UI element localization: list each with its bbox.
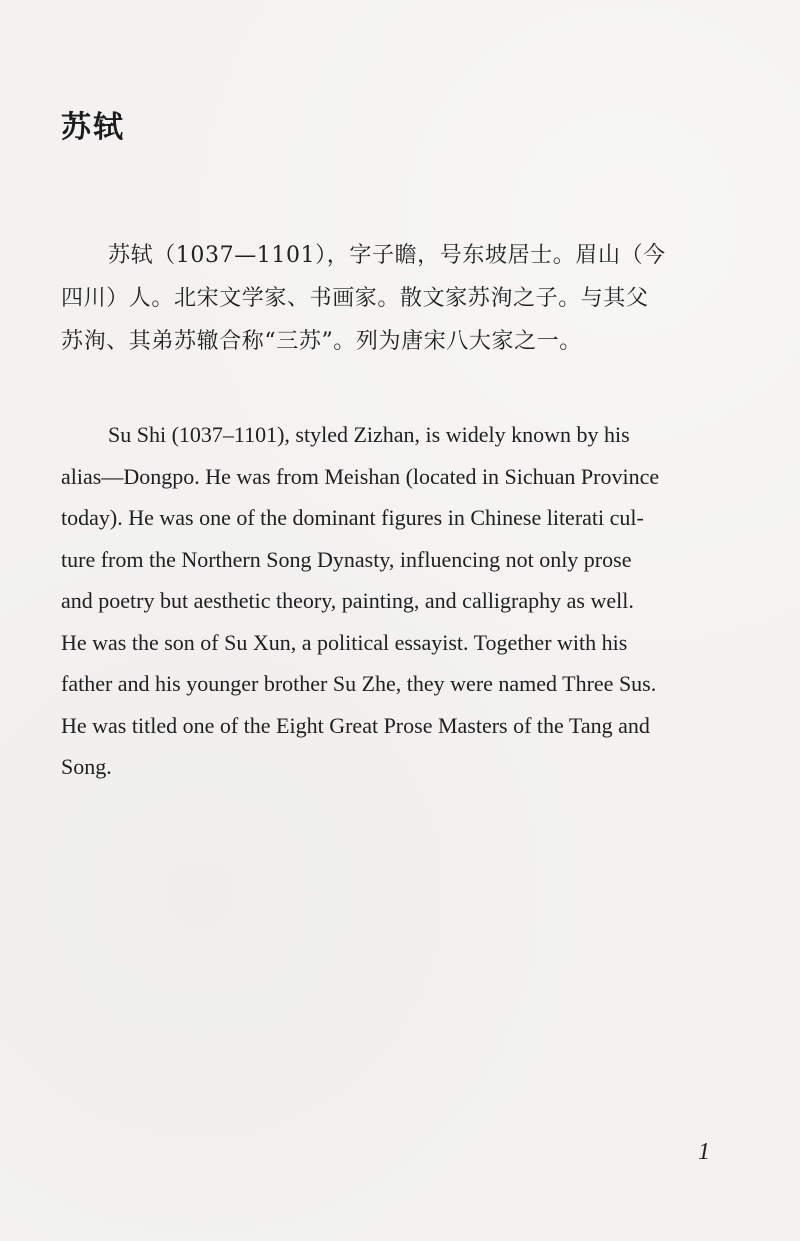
english-line-6: He was the son of Su Xun, a political essayist. Together with his	[61, 629, 628, 655]
english-line-1: Su Shi (1037–1101), styled Zizhan, is widely known by his	[108, 422, 630, 447]
page-number: 1	[698, 1139, 710, 1165]
chinese-paragraph	[61, 234, 721, 363]
english-line-3: today). He was one of the dominant figures in Chinese literati cul-	[61, 505, 644, 530]
english-line-7: father and his younger brother Su Zhe, they were named Three Sus.	[61, 671, 657, 696]
chinese-line-1: 苏轼（1037—1101），字子瞻，号东坡居士。眉山（今	[108, 243, 666, 268]
chinese-line-3: 苏洵、其弟苏辙合称“三苏”。列为唐宋八大家之一。	[61, 329, 582, 354]
english-paragraph	[61, 414, 741, 788]
english-line-4: ture from the Northern Song Dynasty, influencing not only prose	[61, 546, 632, 572]
english-line-9: Song.	[61, 754, 112, 779]
english-line-5: and poetry but aesthetic theory, painting, and calligraphy as well.	[61, 588, 634, 613]
chinese-line-2: 四川）人。北宋文学家、书画家。散文家苏洵之子。与其父	[61, 286, 649, 311]
english-line-8: He was titled one of the Eight Great Prose Masters of the Tang and	[61, 712, 650, 738]
page-title: 苏轼	[61, 110, 125, 145]
english-line-2: alias—Dongpo. He was from Meishan (located in Sichuan Province	[61, 463, 660, 489]
